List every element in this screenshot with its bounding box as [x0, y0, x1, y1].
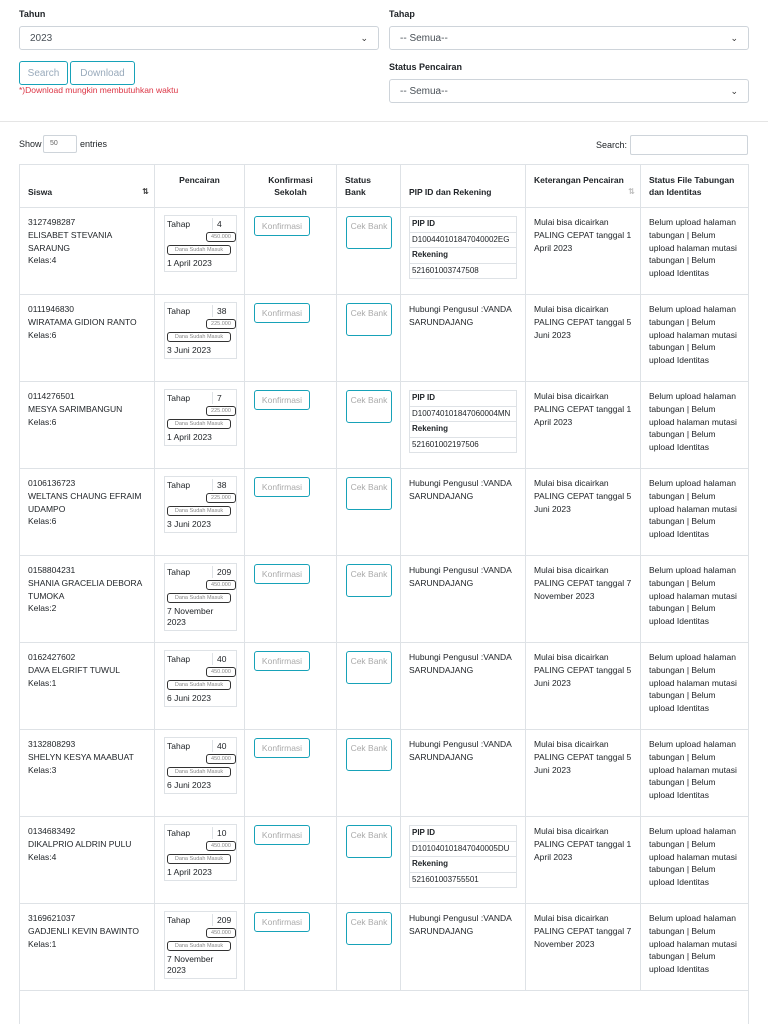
keterangan-cell: Mulai bisa dicairkan PALING CEPAT tanggal 5 Juni 2023 — [526, 295, 641, 382]
keterangan-cell: Mulai bisa dicairkan PALING CEPAT tanggal 1 April 2023 — [526, 382, 641, 469]
tahun-select[interactable] — [19, 26, 379, 50]
tahap-value: 209 — [212, 566, 234, 578]
siswa-nama: SHELYN KESYA MAABUAT — [28, 751, 134, 762]
siswa-nisn: 0162427602 — [28, 652, 76, 662]
pip-id-value: D100440101847040002EG — [410, 232, 516, 248]
siswa-kelas: Kelas:4 — [28, 851, 57, 862]
siswa-cell — [20, 643, 155, 730]
siswa-cell — [20, 556, 155, 643]
dana-status-badge: Dana Sudah Masuk — [167, 767, 231, 777]
pip-cell — [401, 556, 526, 643]
cek-bank-button[interactable]: Cek Bank — [346, 390, 392, 423]
table-row — [20, 904, 749, 991]
pencairan-cell — [155, 556, 245, 643]
cek-bank-button[interactable]: Cek Bank — [346, 912, 392, 945]
status-select-value: -- Semua-- — [400, 85, 448, 97]
sort-icon: ⇅ — [628, 187, 635, 196]
pip-box — [409, 216, 517, 279]
pip-id-value: D100740101847060004MN — [410, 406, 516, 422]
konfirmasi-button[interactable]: Konfirmasi — [254, 564, 310, 584]
status-file-cell: Belum upload halaman tabungan | Belum upload halaman mutasi tabungan | Belum upload Identitas — [641, 382, 749, 469]
download-note: *)Download mungkin membutuhkan waktu — [19, 85, 179, 95]
pencairan-cell — [155, 904, 245, 991]
hubungi-pengusul: Hubungi Pengusul :VANDA SARUNDAJANG — [409, 739, 512, 762]
siswa-kelas: Kelas:2 — [28, 603, 57, 614]
konfirmasi-button[interactable]: Konfirmasi — [254, 651, 310, 671]
rekening-label: Rekening — [410, 247, 516, 263]
siswa-nisn: 0158804231 — [28, 565, 76, 575]
hubungi-pengusul: Hubungi Pengusul :VANDA SARUNDAJANG — [409, 304, 512, 327]
pencairan-date: 7 November 2023 — [167, 954, 214, 975]
section-divider — [0, 121, 768, 122]
tahun-label: Tahun — [19, 9, 46, 19]
pencairan-box — [164, 563, 237, 631]
table-row — [20, 730, 749, 817]
table-row — [20, 382, 749, 469]
pencairan-cell — [155, 730, 245, 817]
status-bank-cell — [337, 208, 401, 295]
header-status-file: Status File Tabungan dan Identitas — [641, 165, 749, 208]
table-row — [20, 469, 749, 556]
header-pencairan: Pencairan — [155, 165, 245, 208]
download-button[interactable]: Download — [70, 61, 135, 85]
tahap-label: Tahap — [167, 393, 191, 403]
cek-bank-button[interactable]: Cek Bank — [346, 216, 392, 249]
tahap-label: Tahap — [167, 828, 191, 838]
pencairan-box — [164, 215, 237, 272]
header-konfirmasi: Konfirmasi Sekolah — [245, 165, 337, 208]
status-bank-cell — [337, 556, 401, 643]
pip-id-value: D101040101847040005DU — [410, 841, 516, 857]
konfirmasi-button[interactable]: Konfirmasi — [254, 477, 310, 497]
rekening-value: 521601003747508 — [410, 263, 516, 279]
tahap-value: 38 — [212, 305, 234, 317]
dana-status-badge: Dana Sudah Masuk — [167, 680, 231, 690]
status-file-cell: Belum upload halaman tabungan | Belum upload halaman mutasi tabungan | Belum upload Identitas — [641, 643, 749, 730]
dana-status-badge: Dana Sudah Masuk — [167, 419, 231, 429]
status-file-cell: Belum upload halaman tabungan | Belum upload halaman mutasi tabungan | Belum upload Identitas — [641, 904, 749, 991]
pencairan-date: 1 April 2023 — [167, 432, 212, 442]
cek-bank-button[interactable]: Cek Bank — [346, 564, 392, 597]
dana-status-badge: Dana Sudah Masuk — [167, 593, 231, 603]
pip-table — [19, 164, 749, 1024]
status-file-cell: Belum upload halaman tabungan | Belum upload halaman mutasi tabungan | Belum upload Identitas — [641, 730, 749, 817]
status-bank-cell — [337, 643, 401, 730]
tahap-value: 7 — [212, 392, 234, 404]
pencairan-cell — [155, 817, 245, 904]
amount-badge: 450.000 — [206, 841, 236, 851]
pencairan-date: 1 April 2023 — [167, 867, 212, 877]
tahun-select-value: 2023 — [30, 32, 53, 44]
siswa-nisn: 3169621037 — [28, 913, 76, 923]
table-header-row — [20, 165, 749, 208]
siswa-nama: WIRATAMA GIDION RANTO — [28, 316, 137, 327]
siswa-kelas: Kelas:6 — [28, 329, 57, 340]
pencairan-box — [164, 476, 237, 533]
header-keterangan[interactable]: Keterangan Pencairan ⇅ — [526, 165, 641, 208]
tahap-value: 209 — [212, 914, 234, 926]
pencairan-date: 1 April 2023 — [167, 258, 212, 268]
tahap-value: 40 — [212, 740, 234, 752]
keterangan-cell: Mulai bisa dicairkan PALING CEPAT tanggal 5 Juni 2023 — [526, 643, 641, 730]
siswa-nama: DIKALPRIO ALDRIN PULU — [28, 838, 132, 849]
tahap-label: Tahap — [167, 741, 191, 751]
tahap-label: Tahap — [389, 9, 415, 19]
status-bank-cell — [337, 817, 401, 904]
siswa-cell — [20, 208, 155, 295]
konfirmasi-button[interactable]: Konfirmasi — [254, 216, 310, 236]
rekening-label: Rekening — [410, 856, 516, 872]
siswa-cell — [20, 730, 155, 817]
siswa-nisn: 3127498287 — [28, 217, 76, 227]
table-row — [20, 556, 749, 643]
keterangan-cell: Mulai bisa dicairkan PALING CEPAT tanggal 1 April 2023 — [526, 208, 641, 295]
table-row-partial — [20, 991, 749, 1024]
konfirmasi-button[interactable]: Konfirmasi — [254, 303, 310, 323]
chevron-down-icon: ⌄ — [730, 85, 738, 96]
siswa-nama: SHANIA GRACELIA DEBORA TUMOKA — [28, 577, 142, 601]
siswa-kelas: Kelas:1 — [28, 938, 57, 949]
amount-badge: 450.000 — [206, 754, 236, 764]
siswa-cell — [20, 817, 155, 904]
cek-bank-button[interactable]: Cek Bank — [346, 738, 392, 771]
siswa-cell — [20, 295, 155, 382]
siswa-nisn: 3132808293 — [28, 739, 76, 749]
pip-cell — [401, 382, 526, 469]
siswa-kelas: Kelas:1 — [28, 677, 57, 688]
tahap-label: Tahap — [167, 654, 191, 664]
tahap-label: Tahap — [167, 219, 191, 229]
status-pencairan-select[interactable] — [389, 79, 749, 103]
pip-cell — [401, 730, 526, 817]
pip-id-label: PIP ID — [412, 393, 435, 402]
status-file-cell: Belum upload halaman tabungan | Belum upload halaman mutasi tabungan | Belum upload Identitas — [641, 817, 749, 904]
amount-badge: 225.000 — [206, 493, 236, 503]
entries-label: entries — [80, 139, 108, 149]
cek-bank-button[interactable]: Cek Bank — [346, 825, 392, 858]
show-label: Show — [19, 139, 42, 149]
pencairan-cell — [155, 295, 245, 382]
pencairan-box — [164, 389, 237, 446]
amount-badge: 450.000 — [206, 580, 236, 590]
amount-badge: 450.000 — [206, 667, 236, 677]
table-row — [20, 643, 749, 730]
status-bank-cell — [337, 295, 401, 382]
entries-select[interactable]: 50 — [43, 135, 77, 153]
pip-cell — [401, 469, 526, 556]
hubungi-pengusul: Hubungi Pengusul :VANDA SARUNDAJANG — [409, 478, 512, 501]
cek-bank-button[interactable]: Cek Bank — [346, 651, 392, 684]
siswa-nisn: 0134683492 — [28, 826, 76, 836]
konfirmasi-cell — [245, 556, 337, 643]
siswa-nisn: 0106136723 — [28, 478, 76, 488]
dana-status-badge: Dana Sudah Masuk — [167, 854, 231, 864]
table-row — [20, 295, 749, 382]
konfirmasi-cell — [245, 817, 337, 904]
pencairan-date: 3 Juni 2023 — [167, 345, 211, 355]
tahap-value: 10 — [212, 827, 234, 839]
siswa-cell — [20, 904, 155, 991]
header-pip: PIP ID dan Rekening — [401, 165, 526, 208]
amount-badge: 450.000 — [206, 232, 236, 242]
tahap-select[interactable] — [389, 26, 749, 50]
keterangan-cell: Mulai bisa dicairkan PALING CEPAT tanggal 1 April 2023 — [526, 817, 641, 904]
siswa-nama: DAVA ELGRIFT TUWUL — [28, 664, 120, 675]
pencairan-date: 6 Juni 2023 — [167, 693, 211, 703]
pip-cell — [401, 904, 526, 991]
table-row — [20, 817, 749, 904]
hubungi-pengusul: Hubungi Pengusul :VANDA SARUNDAJANG — [409, 565, 512, 588]
siswa-nisn: 0111946830 — [28, 304, 75, 314]
pencairan-date: 6 Juni 2023 — [167, 780, 211, 790]
siswa-kelas: Kelas:6 — [28, 516, 57, 527]
rekening-label: Rekening — [410, 421, 516, 437]
pip-id-label: PIP ID — [412, 219, 435, 228]
table-search-input[interactable] — [630, 135, 748, 155]
pip-cell — [401, 817, 526, 904]
pencairan-cell — [155, 208, 245, 295]
status-bank-cell — [337, 904, 401, 991]
amount-badge: 450.000 — [206, 928, 236, 938]
cek-bank-button[interactable]: Cek Bank — [346, 303, 392, 336]
konfirmasi-cell — [245, 382, 337, 469]
pencairan-box — [164, 302, 237, 359]
status-pencairan-label: Status Pencairan — [389, 62, 463, 72]
table-search-label: Search: — [596, 140, 628, 150]
rekening-value: 521601002197506 — [410, 437, 516, 453]
hubungi-pengusul: Hubungi Pengusul :VANDA SARUNDAJANG — [409, 652, 512, 675]
dana-status-badge: Dana Sudah Masuk — [167, 332, 231, 342]
status-file-cell: Belum upload halaman tabungan | Belum upload halaman mutasi tabungan | Belum upload Identitas — [641, 469, 749, 556]
konfirmasi-cell — [245, 469, 337, 556]
pip-cell — [401, 208, 526, 295]
tahap-label: Tahap — [167, 567, 191, 577]
siswa-kelas: Kelas:3 — [28, 764, 57, 775]
siswa-nama: GADJENLI KEVIN BAWINTO — [28, 925, 139, 936]
sort-icon: ⇅ — [142, 187, 149, 196]
status-file-cell: Belum upload halaman tabungan | Belum upload halaman mutasi tabungan | Belum upload Identitas — [641, 208, 749, 295]
konfirmasi-button[interactable]: Konfirmasi — [254, 738, 310, 758]
pencairan-box — [164, 824, 237, 881]
pencairan-cell — [155, 643, 245, 730]
status-file-cell: Belum upload halaman tabungan | Belum upload halaman mutasi tabungan | Belum upload Identitas — [641, 295, 749, 382]
status-bank-cell — [337, 469, 401, 556]
pip-box — [409, 390, 517, 453]
status-bank-cell — [337, 730, 401, 817]
hubungi-pengusul: Hubungi Pengusul :VANDA SARUNDAJANG — [409, 913, 512, 936]
pencairan-cell — [155, 469, 245, 556]
header-siswa[interactable]: Siswa ⇅ — [20, 165, 155, 208]
siswa-nisn: 0114276501 — [28, 391, 75, 401]
siswa-nama: WELTANS CHAUNG EFRAIM UDAMPO — [28, 490, 142, 514]
tahap-value: 4 — [212, 218, 234, 230]
pencairan-box — [164, 737, 237, 794]
keterangan-cell: Mulai bisa dicairkan PALING CEPAT tanggal 7 November 2023 — [526, 904, 641, 991]
tahap-label: Tahap — [167, 306, 191, 316]
cek-bank-button[interactable]: Cek Bank — [346, 477, 392, 510]
chevron-down-icon: ⌄ — [360, 32, 368, 43]
konfirmasi-cell — [245, 904, 337, 991]
rekening-value: 521601003755501 — [410, 872, 516, 888]
tahap-label: Tahap — [167, 480, 191, 490]
siswa-cell — [20, 382, 155, 469]
status-bank-cell — [337, 382, 401, 469]
search-button[interactable]: Search — [19, 61, 68, 85]
konfirmasi-button[interactable]: Konfirmasi — [254, 912, 310, 932]
siswa-kelas: Kelas:4 — [28, 255, 57, 266]
konfirmasi-button[interactable]: Konfirmasi — [254, 390, 310, 410]
table-row — [20, 208, 749, 295]
status-file-cell: Belum upload halaman tabungan | Belum upload halaman mutasi tabungan | Belum upload Identitas — [641, 556, 749, 643]
tahap-value: 38 — [212, 479, 234, 491]
amount-badge: 225.000 — [206, 406, 236, 416]
pip-box — [409, 825, 517, 888]
keterangan-cell: Mulai bisa dicairkan PALING CEPAT tanggal 5 Juni 2023 — [526, 730, 641, 817]
keterangan-cell: Mulai bisa dicairkan PALING CEPAT tanggal 7 November 2023 — [526, 556, 641, 643]
pip-id-label: PIP ID — [412, 828, 435, 837]
dana-status-badge: Dana Sudah Masuk — [167, 506, 231, 516]
header-status-bank: Status Bank — [337, 165, 401, 208]
dana-status-badge: Dana Sudah Masuk — [167, 941, 231, 951]
konfirmasi-cell — [245, 208, 337, 295]
empty-cell — [20, 991, 749, 1024]
tahap-value: 40 — [212, 653, 234, 665]
pip-cell — [401, 295, 526, 382]
pip-cell — [401, 643, 526, 730]
siswa-kelas: Kelas:6 — [28, 416, 57, 427]
siswa-nama: ELISABET STEVANIA SARAUNG — [28, 229, 112, 253]
pencairan-box — [164, 911, 237, 979]
konfirmasi-cell — [245, 730, 337, 817]
tahap-select-value: -- Semua-- — [400, 32, 448, 44]
siswa-cell — [20, 469, 155, 556]
konfirmasi-cell — [245, 295, 337, 382]
chevron-down-icon: ⌄ — [730, 32, 738, 43]
pencairan-box — [164, 650, 237, 707]
siswa-nama: MESYA SARIMBANGUN — [28, 403, 123, 414]
pencairan-date: 7 November 2023 — [167, 606, 214, 627]
konfirmasi-cell — [245, 643, 337, 730]
tahap-label: Tahap — [167, 915, 191, 925]
konfirmasi-button[interactable]: Konfirmasi — [254, 825, 310, 845]
pencairan-cell — [155, 382, 245, 469]
pencairan-date: 3 Juni 2023 — [167, 519, 211, 529]
keterangan-cell: Mulai bisa dicairkan PALING CEPAT tanggal 5 Juni 2023 — [526, 469, 641, 556]
dana-status-badge: Dana Sudah Masuk — [167, 245, 231, 255]
amount-badge: 225.000 — [206, 319, 236, 329]
